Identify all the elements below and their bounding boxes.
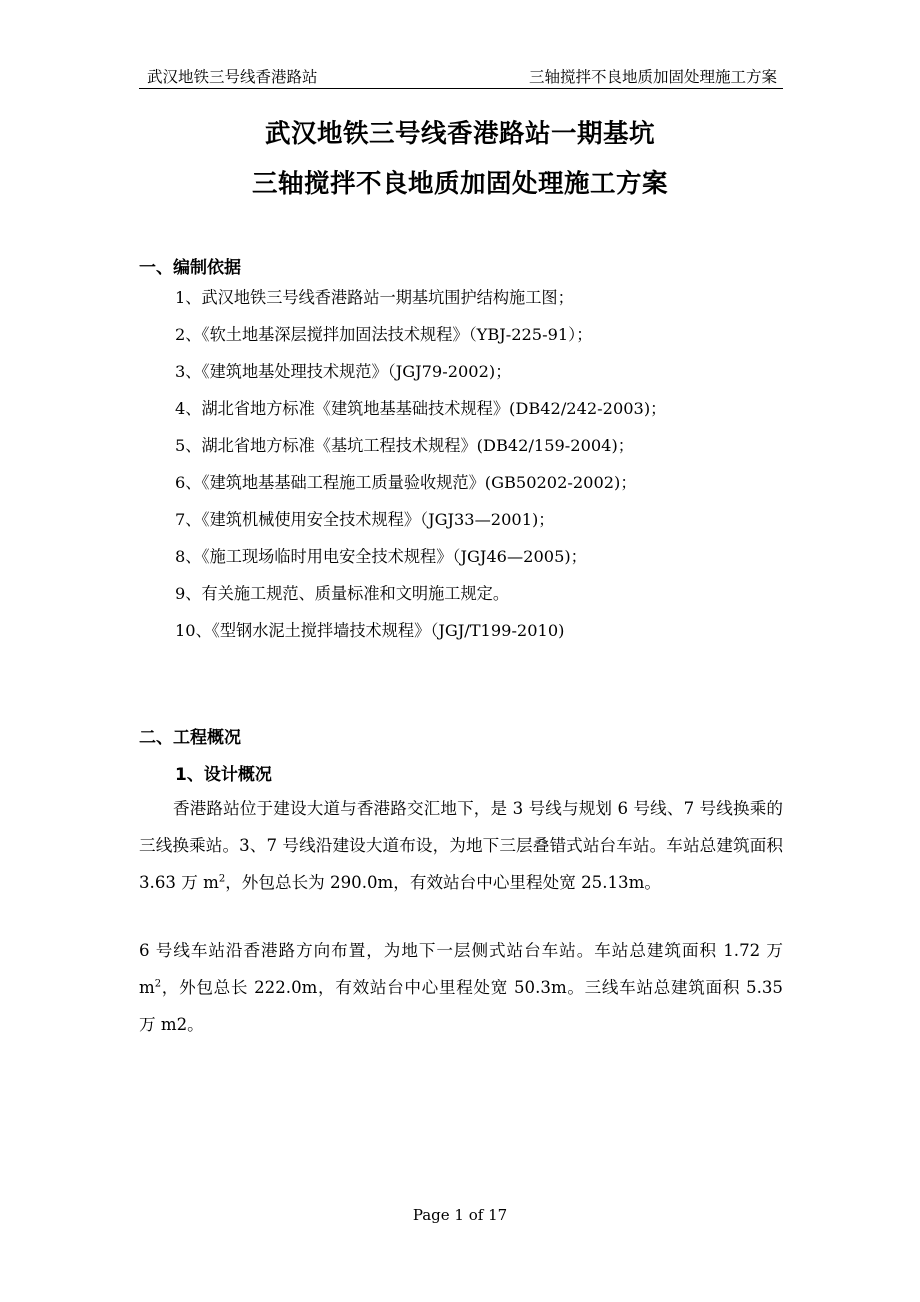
list-item: 1、武汉地铁三号线香港路站一期基坑围护结构施工图； [175,288,574,307]
page-number: Page 1 of 17 [412,1206,508,1224]
section-heading-basis: 一、编制依据 [139,258,241,278]
list-item: 2、《软土地基深层搅拌加固法技术规程》（YBJ-225-91）； [175,325,593,344]
paragraph-text: ，外包总长为 290.0m，有效站台中心里程处宽 25.13m。 [225,873,661,892]
list-item: 10、《型钢水泥土搅拌墙技术规程》（JGJ/T199-2010) [175,621,565,640]
document-title-line-1: 武汉地铁三号线香港路站一期基坑 [264,119,655,149]
document-title-line-2: 三轴搅拌不良地质加固处理施工方案 [251,169,668,199]
list-item: 5、湖北省地方标准《基坑工程技术规程》(DB42/159-2004)； [175,436,634,455]
subsection-heading-design: 1、设计概况 [175,765,272,785]
list-item: 8、《施工现场临时用电安全技术规程》（JGJ46—2005)； [175,547,587,566]
list-item: 4、湖北省地方标准《建筑地基基础技术规程》(DB42/242-2003)； [175,399,667,418]
superscript: 2 [218,873,226,885]
paragraph-text: ，外包总长 222.0m，有效站台中心里程处宽 50.3m。三线车站总建筑面积 5.35 万 m2。 [139,978,783,1034]
list-item: 3、《建筑地基处理技术规范》（JGJ79-2002)； [175,362,512,381]
page-header [139,64,783,89]
paragraph-text: 香港路站位于建设大道与香港路交汇地下，是 3 号线与规划 6 号线、7 号线换乘的三线换乘站。3、7 号线沿建设大道布设，为地下三层叠错式站台车站。车站总建筑面积 3.63 万 m [139,799,783,892]
list-item: 7、《建筑机械使用安全技术规程》（JGJ33—2001)； [175,510,555,529]
paragraph-design-overview-1 [139,790,783,901]
superscript: 2 [154,978,162,990]
list-item: 6、《建筑地基基础工程施工质量验收规范》(GB50202-2002)； [175,473,637,492]
header-left-text: 武汉地铁三号线香港路站 [147,68,318,86]
section-heading-overview: 二、工程概况 [139,728,241,748]
header-right-text: 三轴搅拌不良地质加固处理施工方案 [528,68,777,86]
list-item: 9、有关施工规范、质量标准和文明施工规定。 [175,584,510,603]
paragraph-design-overview-2 [139,932,783,1043]
paragraph-text: 6 号线车站沿香港路方向布置，为地下一层侧式站台车站。车站总建筑面积 1.72 万 m [139,941,783,997]
reference-list [175,287,666,657]
